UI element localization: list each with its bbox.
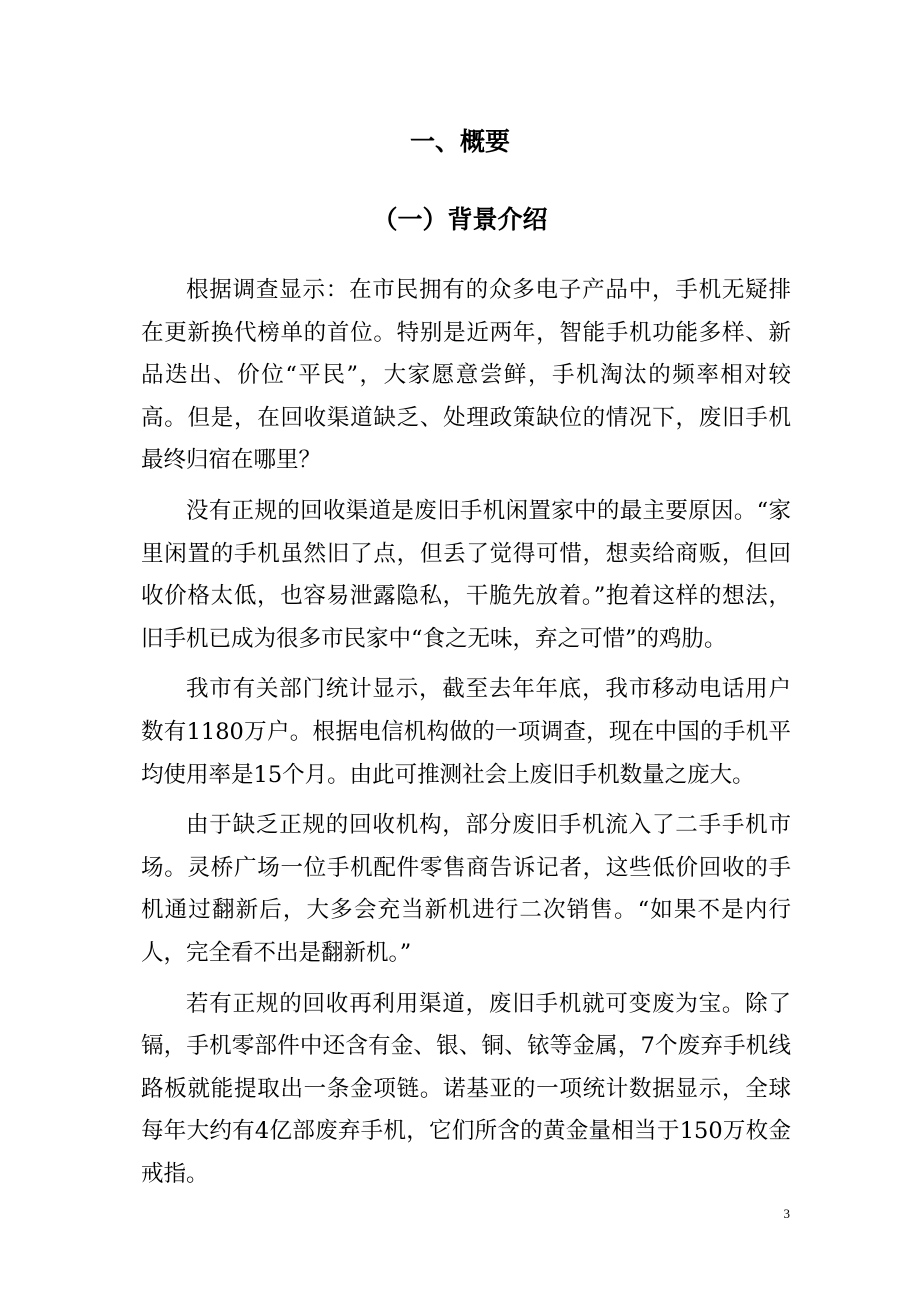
- body-text: [141, 269, 791, 1195]
- page-number: 3: [783, 1206, 790, 1221]
- paragraph-1: 根据调查显示：在市民拥有的众多电子产品中，手机无疑排在更新换代榜单的首位。特别是近两年，智能手机功能多样、新品迭出、价位“平民”，大家愿意尝鲜，手机淘汰的频率相对较高。但是，在回收渠道缺乏、处理政策缺位的情况下，废旧手机最终归宿在哪里？: [141, 277, 791, 474]
- paragraph-4: 由于缺乏正规的回收机构，部分废旧手机流入了二手手机市场。灵桥广场一位手机配件零售商告诉记者，这些低价回收的手机通过翻新后，大多会充当新机进行二次销售。“如果不是内行人，完全看不出是翻新机。”: [141, 812, 791, 966]
- subsection-heading: （一）背景介绍: [372, 205, 548, 234]
- paragraph-3: 我市有关部门统计显示，截至去年年底，我市移动电话用户数有1180万户。根据电信机构做的一项调查，现在中国的手机平均使用率是15个月。由此可推测社会上废旧手机数量之庞大。: [141, 676, 791, 788]
- paragraph-2: 没有正规的回收渠道是废旧手机闲置家中的最主要原因。“家里闲置的手机虽然旧了点，但丢了觉得可惜，想卖给商贩，但回收价格太低，也容易泄露隐私，干脆先放着。”抱着这样的想法，旧手机已成为很多市民家中“食之无味，弃之可惜”的鸡肋。: [141, 497, 791, 652]
- paragraph-5: 若有正规的回收再利用渠道，废旧手机就可变废为宝。除了镉，手机零部件中还含有金、银、铜、铱等金属，7个废弃手机线路板就能提取出一条金项链。诺基亚的一项统计数据显示，全球每年大约有4亿部废弃手机，它们所含的黄金量相当于150万枚金戒指。: [141, 990, 791, 1187]
- section-heading: 一、概要: [409, 127, 510, 156]
